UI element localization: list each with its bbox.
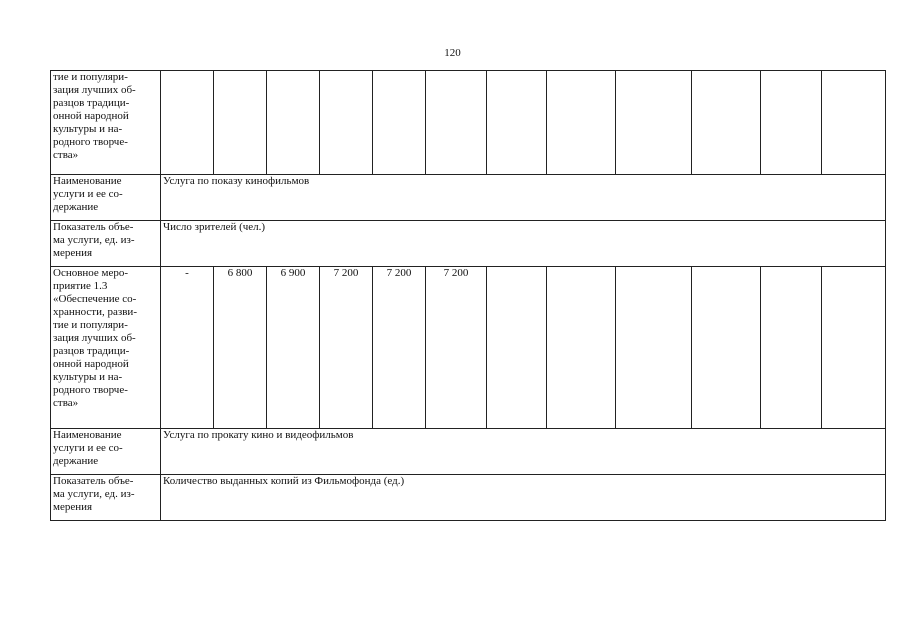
label-line: хранности, разви- <box>53 306 137 318</box>
value-cell: 7 200 <box>320 267 373 429</box>
value-cell: 6 900 <box>267 267 320 429</box>
label-line: Показатель объе- <box>53 221 134 233</box>
label-line: услуги и ее со- <box>53 188 123 200</box>
value-cell <box>487 267 547 429</box>
label-line: онной народной <box>53 110 129 122</box>
label-line: ма услуги, ед. из- <box>53 488 135 500</box>
empty-cell <box>214 71 267 175</box>
table-row <box>51 221 886 267</box>
label-line: ства» <box>53 397 79 409</box>
row-label <box>51 429 161 475</box>
label-line: культуры и на- <box>53 371 123 383</box>
row-label <box>51 267 161 429</box>
value-cell <box>761 267 822 429</box>
volume-indicator: Число зрителей (чел.) <box>161 221 886 267</box>
label-line: зация лучших об- <box>53 84 136 96</box>
data-table <box>50 70 886 521</box>
table-row <box>51 267 886 429</box>
empty-cell <box>320 71 373 175</box>
empty-cell <box>426 71 487 175</box>
label-line: услуги и ее со- <box>53 442 123 454</box>
table-row <box>51 71 886 175</box>
label-line: Показатель объе- <box>53 475 134 487</box>
service-name: Услуга по прокату кино и видеофильмов <box>161 429 886 475</box>
label-line: держание <box>53 455 99 467</box>
label-line: культуры и на- <box>53 123 123 135</box>
label-line: разцов традици- <box>53 97 130 109</box>
value-cell <box>822 267 886 429</box>
label-line: Наименование <box>53 175 122 187</box>
label-line: держание <box>53 201 99 213</box>
label-line: онной народной <box>53 358 129 370</box>
empty-cell <box>761 71 822 175</box>
value-cell <box>692 267 761 429</box>
value-cell <box>547 267 616 429</box>
label-line: родного творче- <box>53 136 128 148</box>
empty-cell <box>822 71 886 175</box>
empty-cell <box>161 71 214 175</box>
row-label <box>51 221 161 267</box>
empty-cell <box>616 71 692 175</box>
row-label <box>51 71 161 175</box>
label-line: мерения <box>53 501 93 513</box>
value-cell <box>616 267 692 429</box>
value-cell: 7 200 <box>426 267 487 429</box>
empty-cell <box>373 71 426 175</box>
page-number: 120 <box>444 47 461 59</box>
service-name: Услуга по показу кинофильмов <box>161 175 886 221</box>
empty-cell <box>547 71 616 175</box>
label-line: Основное меро- <box>53 267 129 279</box>
label-line: Наименование <box>53 429 122 441</box>
table-row <box>51 175 886 221</box>
row-label <box>51 475 161 521</box>
label-line: родного творче- <box>53 384 128 396</box>
label-line: разцов традици- <box>53 345 130 357</box>
volume-indicator: Количество выданных копий из Фильмофонда (ед.) <box>161 475 886 521</box>
label-line: ма услуги, ед. из- <box>53 234 135 246</box>
label-line: мерения <box>53 247 93 259</box>
empty-cell <box>267 71 320 175</box>
value-cell: 7 200 <box>373 267 426 429</box>
value-cell: 6 800 <box>214 267 267 429</box>
label-line: зация лучших об- <box>53 332 136 344</box>
value-cell: - <box>161 267 214 429</box>
table-row <box>51 475 886 521</box>
label-line: тие и популяри- <box>53 319 128 331</box>
label-line: ства» <box>53 149 79 161</box>
empty-cell <box>487 71 547 175</box>
row-label <box>51 175 161 221</box>
label-line: тие и популяри- <box>53 71 128 83</box>
label-line: «Обеспечение со- <box>53 293 137 305</box>
empty-cell <box>692 71 761 175</box>
label-line: приятие 1.3 <box>53 280 108 292</box>
table-row <box>51 429 886 475</box>
